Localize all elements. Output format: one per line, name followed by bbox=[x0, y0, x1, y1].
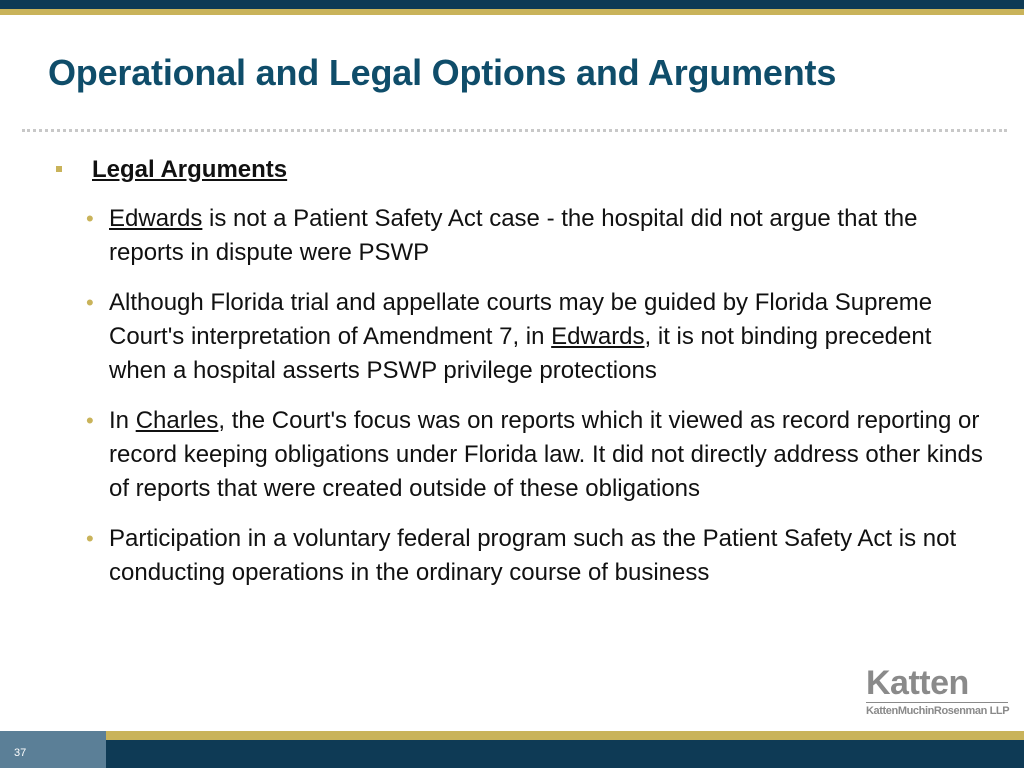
case-name: Edwards bbox=[109, 205, 203, 232]
top-navy-bar bbox=[0, 0, 1024, 9]
argument-item bbox=[86, 404, 986, 506]
argument-text: In bbox=[109, 407, 136, 434]
argument-item bbox=[86, 286, 986, 388]
page-number-box bbox=[0, 731, 106, 768]
section-heading: Legal Arguments bbox=[92, 156, 288, 183]
case-name: Charles bbox=[135, 407, 219, 434]
bottom-gold-bar bbox=[0, 731, 1024, 740]
logo-rule bbox=[866, 702, 1008, 703]
argument-item bbox=[86, 522, 986, 590]
top-gold-bar bbox=[0, 9, 1024, 15]
case-name: Edwards bbox=[551, 323, 645, 350]
logo-wordmark: Katten bbox=[866, 664, 969, 702]
argument-text: , it is not binding precedent when a hospital asserts PSWP privilege protections bbox=[109, 323, 932, 384]
bullet-icon: • bbox=[86, 206, 94, 231]
title-divider bbox=[22, 129, 1007, 132]
argument-text: Although Florida trial and appellate courts may be guided by Florida Supreme Court's interpretation of Amendment 7, in bbox=[109, 289, 933, 350]
argument-item bbox=[86, 202, 986, 270]
katten-logo bbox=[866, 664, 1008, 720]
argument-text: , the Court's focus was on reports which it viewed as record reporting or record keeping obligations under Florida law. It did not directly address other kinds of reports that were created outside of these obligations bbox=[109, 407, 983, 502]
bottom-navy-bar bbox=[0, 740, 1024, 768]
bullet-icon: • bbox=[86, 526, 94, 551]
bullet-icon: • bbox=[86, 408, 94, 433]
argument-list bbox=[86, 202, 986, 606]
argument-text: is not a Patient Safety Act case - the hospital did not argue that the reports in dispute were PSWP bbox=[109, 205, 918, 266]
logo-firm-name: KattenMuchinRosenman LLP bbox=[866, 705, 1010, 717]
square-bullet-icon bbox=[56, 166, 62, 172]
argument-text: Participation in a voluntary federal program such as the Patient Safety Act is not conducting operations in the ordinary course of business bbox=[109, 525, 957, 586]
slide-title: Operational and Legal Options and Arguments bbox=[48, 52, 837, 93]
bullet-icon: • bbox=[86, 290, 94, 315]
page-number: 37 bbox=[14, 747, 27, 759]
